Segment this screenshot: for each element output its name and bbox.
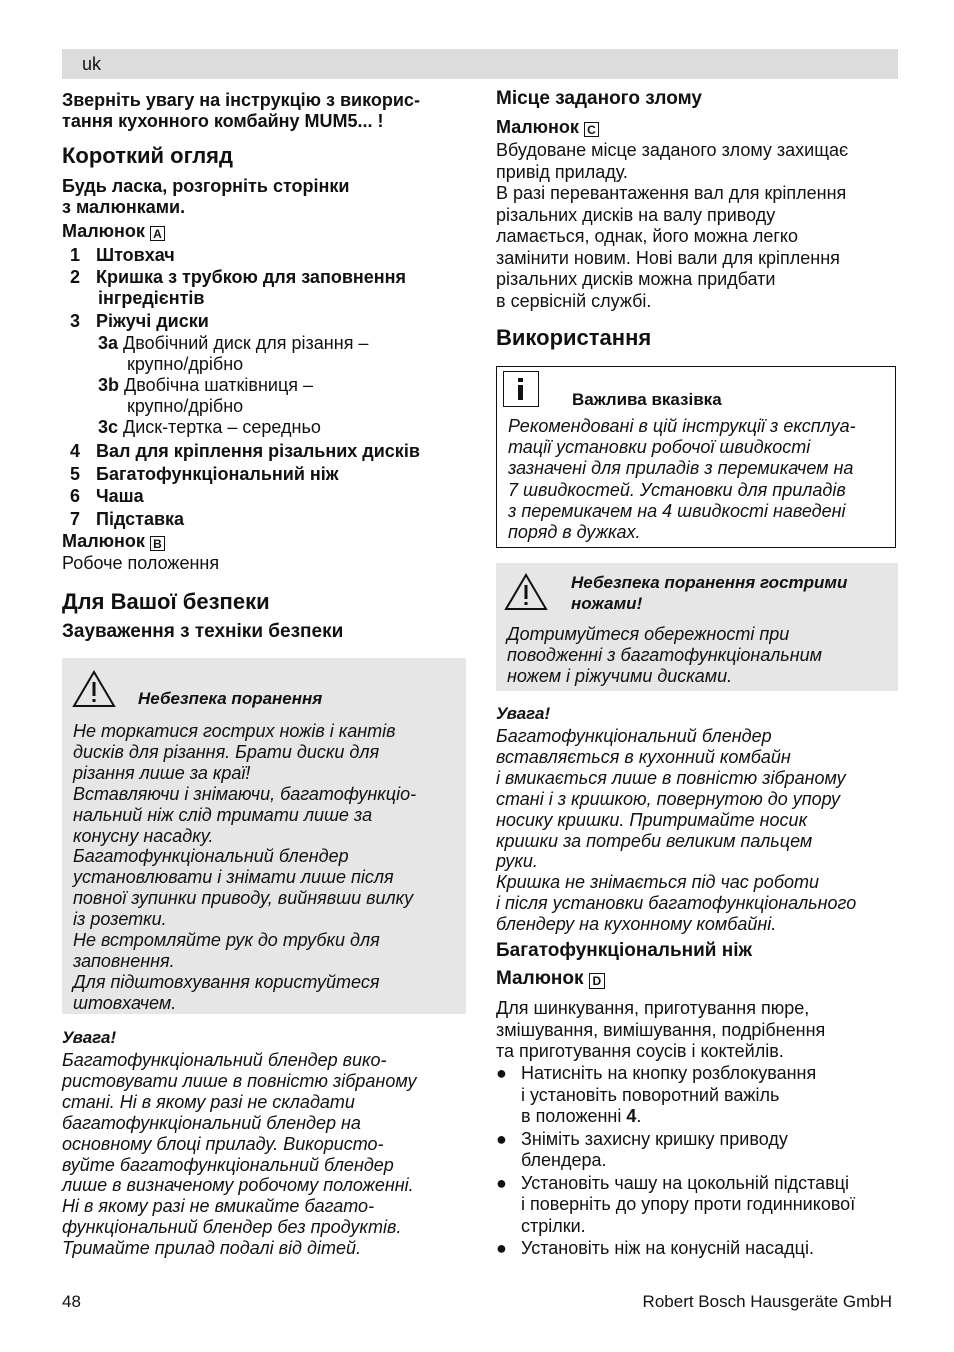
- cutting-discs-sublist: [98, 333, 368, 438]
- text-line: Для шинкування, приготування пюре,: [496, 998, 810, 1018]
- bullet-step: [496, 1129, 898, 1172]
- item-number: 1: [70, 245, 81, 265]
- warning2-title: [571, 572, 847, 614]
- warning-triangle-icon: [504, 573, 548, 611]
- language-header-bar: [62, 49, 898, 79]
- safety-subtitle: Зауваження з техніки безпеки: [62, 621, 344, 642]
- bullet-step: [496, 1173, 898, 1238]
- sub-item-number: 3a: [98, 333, 119, 353]
- attention-title-left: Увага!: [62, 1028, 117, 1047]
- knife-text: [496, 998, 825, 1063]
- warning-line: Не торкатися гострих ножів і кантів: [73, 721, 396, 741]
- warning-line: штовхачем.: [73, 992, 177, 1013]
- attention-line: функціональний блендер без продуктів.: [62, 1217, 402, 1238]
- text-line: замінити новим. Нові вали для кріплення: [496, 247, 840, 268]
- warning-line: різання лише за краї!: [73, 762, 251, 783]
- subtitle-line: Будь ласка, розгорніть сторінки: [62, 176, 350, 196]
- attention-line: блендеру на кухонному комбайні.: [496, 914, 777, 935]
- warning-line: Не встромляйте рук до трубки для: [73, 930, 380, 951]
- attention-line: Тримайте прилад подалі від дітей.: [62, 1238, 361, 1259]
- attention-line: Кришка не знімається під час роботи: [496, 872, 819, 893]
- steps-list: [496, 1063, 898, 1260]
- break-point-title: Місце заданого злому: [496, 88, 702, 109]
- item-number: 5: [70, 463, 81, 484]
- warning-triangle-icon: [72, 670, 116, 708]
- item-text: Чаша: [96, 486, 144, 507]
- intro-line: Зверніть увагу на інструкцію з викорис-: [62, 90, 420, 110]
- warning-line: поводженні з багатофункціональним: [507, 644, 823, 665]
- item-number: 2: [70, 267, 81, 287]
- warning-title-line: Небезпека поранення гострими: [571, 573, 848, 592]
- figure-b-heading: [62, 531, 219, 552]
- sub-item: [98, 375, 368, 396]
- sub-item-text: Диск-тертка – середньо: [123, 417, 321, 437]
- warning-line: заповнення.: [73, 950, 175, 971]
- bullet-icon: ●: [496, 1172, 507, 1193]
- item-text: Штовхач: [96, 245, 175, 265]
- note-line: 7 швидкостей. Установки для приладів: [508, 479, 846, 500]
- item-text: Багатофункціональний ніж: [96, 463, 339, 484]
- warning-line: Багатофункціональний блендер: [73, 846, 349, 867]
- note-line: поряд в дужках.: [508, 522, 641, 543]
- text-line: в сервісній службі.: [496, 290, 652, 311]
- item-number: 3: [70, 311, 81, 331]
- sub-item: [98, 417, 368, 438]
- attention-line: і вмикається лише в повністю зібраному: [496, 767, 846, 788]
- text-line: змішування, вимішування, подрібнення: [496, 1019, 826, 1040]
- figure-d-mark: D: [589, 973, 605, 989]
- attention-line: основному блоці приладу. Використо-: [62, 1133, 384, 1154]
- attention-line: вставляється в кухонний комбайн: [496, 746, 791, 767]
- warning-title: Небезпека поранення: [138, 689, 323, 708]
- list-item: [70, 267, 406, 288]
- step-line: Натисніть на кнопку розблокування: [521, 1063, 817, 1083]
- note-title: Важлива вказівка: [572, 390, 722, 409]
- item-text: інгредієнтів: [98, 288, 205, 308]
- language-code: uk: [82, 54, 102, 74]
- figure-a-mark: A: [150, 226, 165, 241]
- step-line: стрілки.: [521, 1215, 586, 1236]
- warning-line: ножем і ріжучими дисками.: [507, 665, 733, 686]
- warning-title-line: ножами!: [571, 594, 643, 613]
- text-line: різальних дисків можна придбати: [496, 269, 776, 289]
- intro-line: тання кухонного комбайну MUM5... !: [62, 111, 384, 131]
- figure-b-text: Робоче положення: [62, 553, 220, 573]
- list-item: [70, 485, 420, 508]
- break-point-text: [496, 140, 848, 312]
- warning-text: [73, 721, 416, 1014]
- list-item: [70, 440, 420, 463]
- text-line: та приготування соусів і коктейлів.: [496, 1041, 784, 1061]
- important-note-box: [496, 366, 896, 548]
- warning-line: Дотримуйтеся обережності при: [507, 624, 790, 644]
- note-text: [508, 416, 856, 543]
- step-line: і установіть поворотний важіль: [521, 1084, 780, 1105]
- bullet-step: [496, 1238, 898, 1260]
- attention-line: лише в визначеному робочому положенні.: [62, 1175, 414, 1196]
- knife-title: Багатофункціональний ніж: [496, 940, 752, 961]
- company-name: Robert Bosch Hausgeräte GmbH: [642, 1292, 892, 1311]
- intro-note: [62, 90, 466, 132]
- figure-b-mark: B: [150, 536, 165, 551]
- item-text: Вал для кріплення різальних дисків: [96, 441, 420, 461]
- note-line: Рекомендовані в цій інструкції з експлуа-: [508, 416, 856, 436]
- figure-d-ref: [496, 967, 605, 991]
- position-number: 4: [626, 1106, 637, 1126]
- text-line: В разі перевантаження вал для кріплення: [496, 183, 847, 203]
- step-text: в положенні: [521, 1106, 627, 1126]
- bullet-icon: ●: [496, 1063, 507, 1083]
- figure-b-ref: [62, 531, 219, 574]
- info-icon: [503, 371, 539, 407]
- warning-line: із розетки.: [73, 909, 167, 930]
- attention-line: стані. Ні в якому разі не складати: [62, 1091, 355, 1112]
- sub-item-text: Двобічний диск для різання –: [123, 333, 369, 353]
- usage-title: Використання: [496, 325, 652, 350]
- note-line: тації установки робочої швидкості: [508, 437, 811, 458]
- page-number: 48: [62, 1292, 81, 1311]
- warning-line: Вставляючи і знімаючи, багатофункціо-: [73, 783, 417, 804]
- text-line: Вбудоване місце заданого злому захищає: [496, 140, 849, 160]
- text-line: ламається, однак, його можна легко: [496, 226, 798, 246]
- warning-line: дисків для різання. Брати диски для: [73, 741, 380, 762]
- figure-a-ref: [62, 221, 165, 242]
- text-line: різальних дисків на валу приводу: [496, 204, 776, 225]
- figure-label: Малюнок: [62, 531, 145, 551]
- warning-line: повної зупинки приводу, вийнявши вилку: [73, 888, 414, 909]
- sub-item: [98, 333, 368, 354]
- subtitle-line: з малюнками.: [62, 197, 186, 217]
- sub-item-text: Двобічна шатківниця –: [124, 375, 314, 395]
- step-line: Установіть ніж на конусній насадці.: [521, 1238, 814, 1258]
- bullet-step: [496, 1063, 898, 1128]
- injury-warning-box: [62, 658, 466, 1014]
- warning-line: конусну насадку.: [73, 825, 214, 846]
- item-text: Ріжучі диски: [96, 311, 209, 331]
- attention-line: руки.: [496, 851, 538, 872]
- list-item: [70, 311, 406, 332]
- parts-list: [70, 245, 406, 332]
- attention-line: і після установки багатофункціонального: [496, 893, 857, 914]
- text-line: привід приладу.: [496, 161, 628, 182]
- bullet-icon: ●: [496, 1238, 507, 1258]
- note-line: з перемикачем на 4 швидкості наведені: [508, 500, 846, 521]
- item-text: Кришка з трубкою для заповнення: [96, 267, 407, 287]
- safety-title: Для Вашої безпеки: [62, 589, 270, 614]
- step-line: Зніміть захисну кришку приводу: [521, 1128, 788, 1149]
- step-line: [521, 1106, 898, 1128]
- bullet-icon: ●: [496, 1128, 507, 1149]
- warning-line: установлювати і знімати лише після: [73, 867, 394, 888]
- figure-label: Малюнок: [496, 968, 584, 989]
- attention-line: Багатофункціональний блендер вико-: [62, 1050, 387, 1070]
- warning2-text: [507, 624, 822, 686]
- sub-item-number: 3c: [98, 417, 119, 437]
- overview-title: Короткий огляд: [62, 143, 233, 168]
- parts-list-continued: [70, 440, 420, 531]
- item-number: 4: [70, 441, 81, 461]
- note-line: зазначені для приладів з перемикачем на: [508, 458, 854, 479]
- attention-title-right: Увага!: [496, 704, 551, 723]
- item-number: 7: [70, 509, 81, 530]
- sub-item-text: крупно/дрібно: [127, 396, 244, 416]
- sharp-knives-warning-box: [496, 563, 898, 691]
- item-number: 6: [70, 486, 81, 507]
- attention-text-left: [62, 1050, 416, 1259]
- attention-line: Багатофункціональний блендер: [496, 726, 772, 746]
- attention-line: багатофункціональний блендер на: [62, 1112, 361, 1133]
- step-line: і поверніть до упору проти годинникової: [521, 1194, 856, 1214]
- attention-line: носику кришки. Притримайте носик: [496, 809, 808, 830]
- list-item: [70, 463, 420, 486]
- sub-item-text: крупно/дрібно: [127, 354, 244, 374]
- attention-line: вуйте багатофункціональний блендер: [62, 1154, 394, 1175]
- attention-text-right: [496, 726, 856, 935]
- sub-item-number: 3b: [98, 375, 120, 395]
- step-line: Установіть чашу на цокольній підставці: [521, 1172, 850, 1193]
- step-text: .: [636, 1106, 642, 1126]
- attention-line: Ні в якому разі не вмикайте багато-: [62, 1196, 375, 1217]
- list-item: [70, 508, 420, 531]
- attention-line: кришки за потреби великим пальцем: [496, 830, 813, 851]
- warning-line: Для підштовхування користуйтеся: [73, 971, 380, 992]
- figure-label: Малюнок: [62, 221, 145, 241]
- step-line: блендера.: [521, 1150, 607, 1170]
- figure-c-mark: C: [584, 122, 599, 137]
- attention-line: стані і з кришкою, повернутою до упору: [496, 788, 841, 809]
- figure-label: Малюнок: [496, 117, 579, 137]
- attention-line: ристовувати лише в повністю зібраному: [62, 1070, 417, 1091]
- warning-line: нальний ніж слід тримати лише за: [73, 804, 373, 825]
- figure-c-ref: [496, 117, 599, 138]
- item-text: Підставка: [96, 509, 185, 530]
- list-item: [70, 245, 406, 266]
- overview-subtitle: [62, 176, 349, 218]
